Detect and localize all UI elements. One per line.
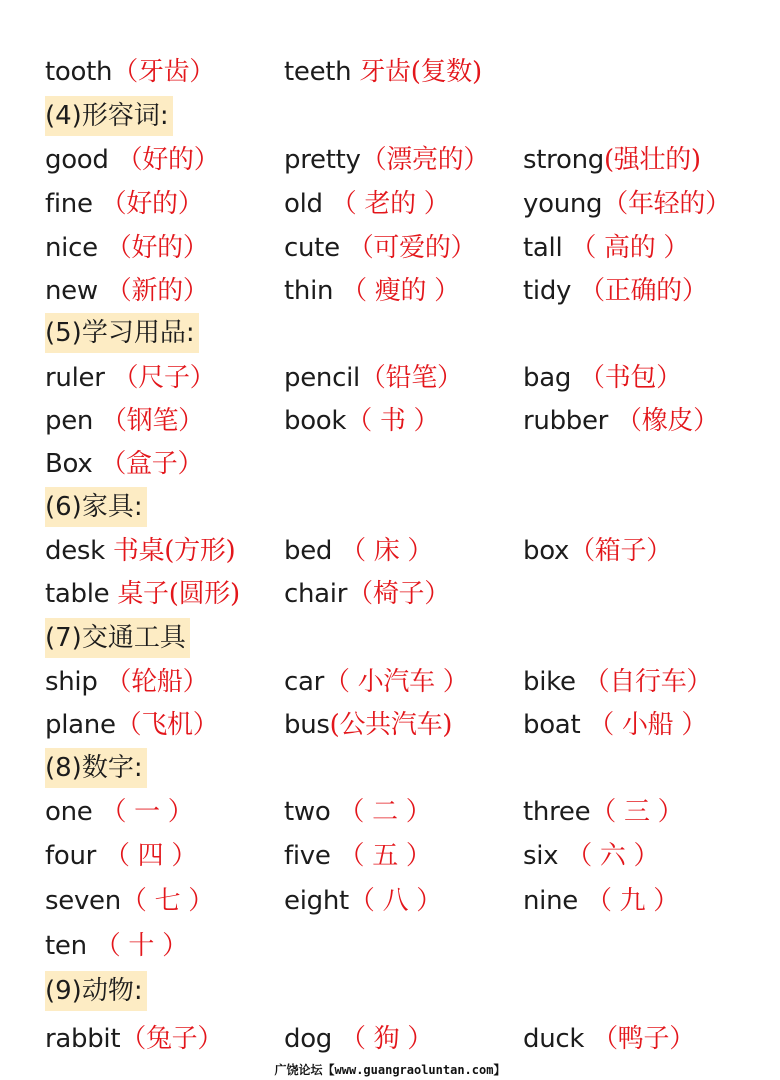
- word-entry: [284, 226, 476, 270]
- english-word: young: [523, 189, 603, 219]
- chinese-meaning: （好的）: [92, 189, 204, 219]
- word-entry: [45, 924, 188, 968]
- chinese-meaning: （ 三 ）: [590, 797, 684, 827]
- chinese-meaning: (公共汽车): [329, 710, 453, 740]
- chinese-meaning: （ 六 ）: [558, 841, 660, 871]
- chinese-meaning: （ 狗 ）: [332, 1024, 434, 1054]
- english-word: bed: [284, 536, 333, 566]
- english-word: six: [523, 841, 559, 871]
- word-entry: [284, 399, 439, 443]
- word-entry: [45, 269, 209, 313]
- english-word: new: [45, 276, 98, 306]
- english-word: desk: [45, 536, 105, 566]
- word-entry: [284, 834, 432, 878]
- english-word: two: [284, 797, 331, 827]
- english-word: tooth: [45, 57, 113, 87]
- word-entry: [523, 529, 672, 573]
- english-word: pencil: [284, 363, 360, 393]
- list-item: [0, 703, 780, 747]
- english-word: pretty: [284, 145, 361, 175]
- english-word: rubber: [523, 406, 609, 436]
- english-word: thin: [284, 276, 334, 306]
- word-entry: [284, 50, 482, 94]
- word-entry: [284, 572, 450, 616]
- english-word: old: [284, 189, 323, 219]
- chinese-meaning: （年轻的）: [602, 189, 731, 219]
- chinese-meaning: （ 一 ）: [92, 797, 194, 827]
- chinese-meaning: （书包）: [571, 363, 682, 393]
- list-item: [0, 660, 780, 704]
- word-entry: [284, 182, 449, 226]
- section-heading: (6)家具:: [45, 487, 147, 527]
- chinese-meaning: （ 瘦的 ）: [333, 276, 460, 306]
- chinese-meaning: （可爱的）: [339, 233, 477, 263]
- chinese-meaning: （好的）: [108, 145, 220, 175]
- english-word: ruler: [45, 363, 105, 393]
- chinese-meaning: （铅笔）: [359, 363, 463, 393]
- chinese-meaning: （牙齿）: [112, 57, 215, 87]
- chinese-meaning: （钢笔）: [93, 406, 204, 436]
- chinese-meaning: （好的）: [97, 233, 209, 263]
- english-word: box: [523, 536, 570, 566]
- word-entry: [284, 879, 442, 923]
- english-word: fine: [45, 189, 93, 219]
- english-word: three: [523, 797, 591, 827]
- english-word: nice: [45, 233, 98, 263]
- list-item: [0, 1017, 780, 1061]
- list-item: [0, 138, 780, 182]
- word-entry: [284, 790, 431, 834]
- english-word: tall: [523, 233, 563, 263]
- list-item: [0, 356, 780, 400]
- list-item: [0, 529, 780, 573]
- word-entry: [45, 572, 240, 616]
- chinese-meaning: （椅子）: [347, 579, 450, 609]
- english-word: strong: [523, 145, 604, 175]
- list-item: [0, 226, 780, 270]
- word-entry: [523, 879, 679, 923]
- footer-watermark: 广饶论坛【www.guangraoluntan.com】: [274, 1063, 506, 1077]
- word-entry: [45, 442, 203, 486]
- chinese-meaning: （正确的）: [571, 276, 708, 306]
- word-entry: [45, 356, 215, 400]
- word-entry: [284, 1017, 433, 1061]
- english-word: nine: [523, 886, 578, 916]
- word-entry: [45, 703, 218, 747]
- chinese-meaning: （ 十 ）: [86, 931, 188, 961]
- chinese-meaning: （ 二 ）: [330, 797, 432, 827]
- list-item: [0, 790, 780, 834]
- english-word: bag: [523, 363, 572, 393]
- chinese-meaning: （鸭子）: [584, 1024, 695, 1054]
- chinese-meaning: （ 七 ）: [120, 886, 214, 916]
- english-word: one: [45, 797, 93, 827]
- word-entry: [45, 1017, 223, 1061]
- chinese-meaning: （ 小汽车 ）: [324, 667, 469, 697]
- english-word: dog: [284, 1024, 333, 1054]
- word-entry: [284, 138, 489, 182]
- word-entry: [284, 269, 460, 313]
- chinese-meaning: （ 书 ）: [346, 406, 440, 436]
- word-entry: [284, 529, 433, 573]
- word-entry: [45, 50, 215, 94]
- chinese-meaning: （漂亮的）: [360, 145, 490, 175]
- word-entry: [523, 138, 701, 182]
- word-entry: [523, 182, 731, 226]
- chinese-meaning: （ 四 ）: [96, 841, 198, 871]
- chinese-meaning: （兔子）: [120, 1024, 224, 1054]
- section-heading: (7)交通工具: [45, 618, 190, 658]
- english-word: cute: [284, 233, 340, 263]
- list-item: [0, 269, 780, 313]
- chinese-meaning: （ 八 ）: [348, 886, 442, 916]
- word-entry: [45, 399, 204, 443]
- word-entry: [45, 182, 203, 226]
- english-word: tidy: [523, 276, 572, 306]
- list-item: [0, 572, 780, 616]
- english-word: plane: [45, 710, 116, 740]
- chinese-meaning: （ 五 ）: [330, 841, 432, 871]
- word-entry: [523, 1017, 695, 1061]
- chinese-meaning: （自行车）: [575, 667, 713, 697]
- word-entry: [523, 660, 712, 704]
- word-entry: [523, 834, 659, 878]
- word-entry: [523, 226, 689, 270]
- list-item: [0, 399, 780, 443]
- english-word: duck: [523, 1024, 585, 1054]
- list-item: [0, 924, 780, 968]
- section-heading: (8)数字:: [45, 748, 147, 788]
- section-heading: (9)动物:: [45, 971, 147, 1011]
- word-entry: [284, 356, 463, 400]
- chinese-meaning: （ 床 ）: [332, 536, 434, 566]
- word-entry: [523, 356, 682, 400]
- chinese-meaning: （尺子）: [104, 363, 216, 393]
- chinese-meaning: （橡皮）: [608, 406, 719, 436]
- list-item: [0, 442, 780, 486]
- chinese-meaning: （新的）: [97, 276, 209, 306]
- chinese-meaning: （箱子）: [569, 536, 672, 566]
- word-entry: [284, 660, 468, 704]
- chinese-meaning: 书桌(方形): [104, 536, 236, 566]
- english-word: bus: [284, 710, 330, 740]
- english-word: book: [284, 406, 347, 436]
- word-entry: [523, 790, 683, 834]
- word-entry: [45, 879, 214, 923]
- section-heading: (4)形容词:: [45, 96, 173, 136]
- word-entry: [45, 226, 209, 270]
- english-word: car: [284, 667, 325, 697]
- english-word: bike: [523, 667, 576, 697]
- list-item: [0, 50, 780, 94]
- english-word: table: [45, 579, 110, 609]
- english-word: eight: [284, 886, 349, 916]
- chinese-meaning: (强壮的): [603, 145, 701, 175]
- english-word: pen: [45, 406, 94, 436]
- word-entry: [284, 703, 452, 747]
- english-word: four: [45, 841, 97, 871]
- english-word: ten: [45, 931, 87, 961]
- english-word: boat: [523, 710, 581, 740]
- word-entry: [45, 790, 193, 834]
- word-entry: [45, 529, 235, 573]
- english-word: Box: [45, 449, 93, 479]
- word-entry: [45, 834, 197, 878]
- list-item: [0, 879, 780, 923]
- english-word: rabbit: [45, 1024, 121, 1054]
- english-word: chair: [284, 579, 348, 609]
- english-word: ship: [45, 667, 98, 697]
- word-entry: [523, 399, 719, 443]
- chinese-meaning: 桌子(圆形): [109, 579, 240, 609]
- chinese-meaning: （盒子）: [92, 449, 204, 479]
- chinese-meaning: （ 小船 ）: [580, 710, 708, 740]
- english-word: seven: [45, 886, 121, 916]
- word-entry: [45, 660, 208, 704]
- english-word: good: [45, 145, 109, 175]
- word-entry: [523, 269, 708, 313]
- english-word: five: [284, 841, 331, 871]
- chinese-meaning: （ 老的 ）: [322, 189, 450, 219]
- list-item: [0, 834, 780, 878]
- chinese-meaning: （轮船）: [97, 667, 209, 697]
- chinese-meaning: （飞机）: [115, 710, 219, 740]
- english-word: teeth: [284, 57, 352, 87]
- word-entry: [45, 138, 219, 182]
- section-heading: (5)学习用品:: [45, 313, 199, 353]
- word-entry: [523, 703, 707, 747]
- list-item: [0, 182, 780, 226]
- chinese-meaning: （ 九 ）: [577, 886, 679, 916]
- chinese-meaning: （ 高的 ）: [562, 233, 690, 263]
- chinese-meaning: 牙齿(复数): [351, 57, 482, 87]
